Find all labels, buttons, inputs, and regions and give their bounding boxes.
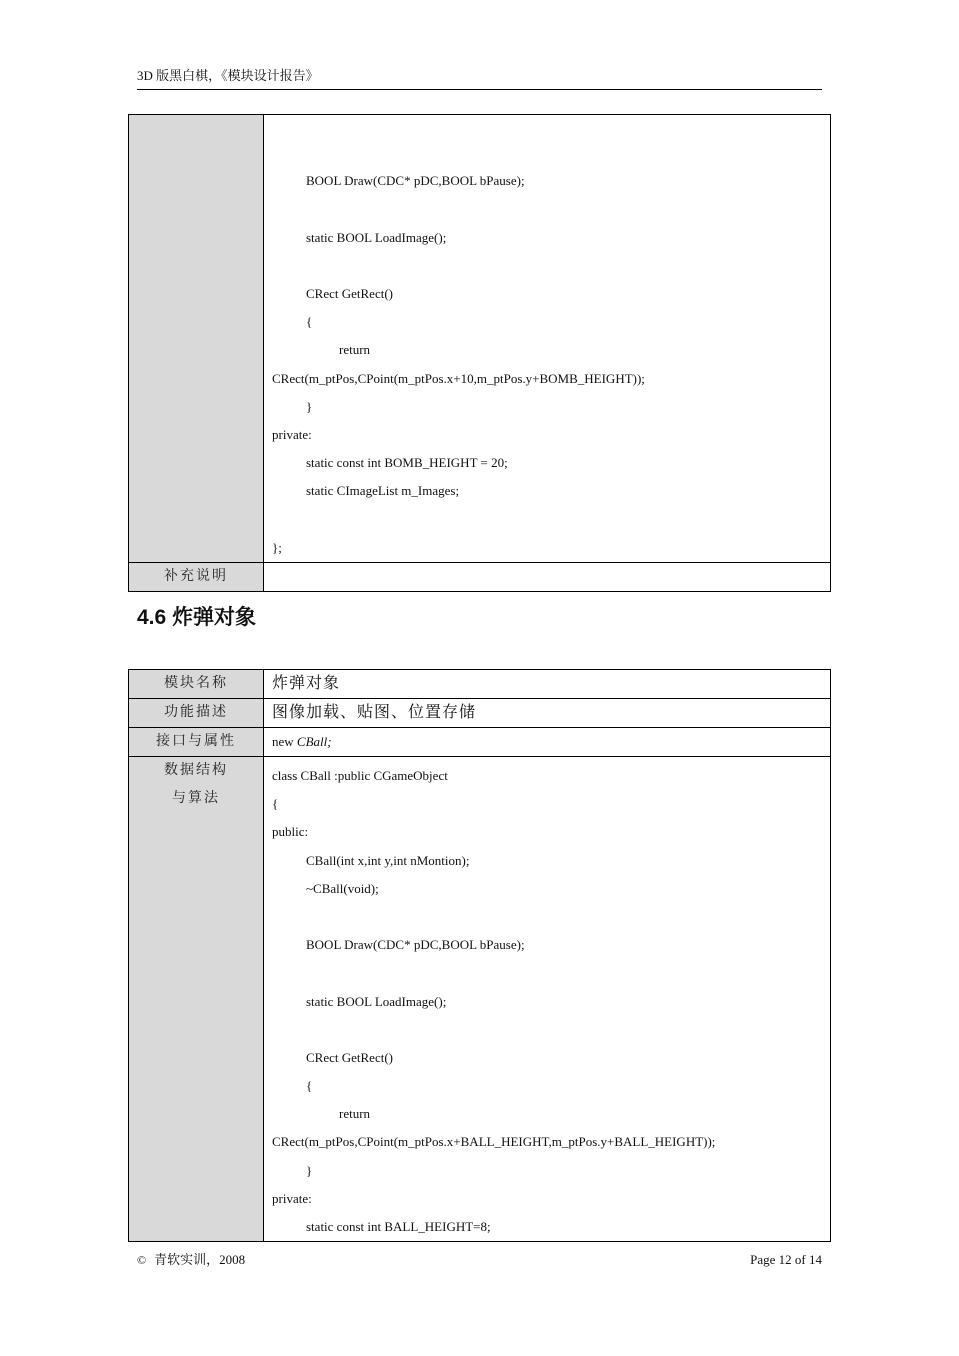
code-line [272, 959, 830, 987]
header-title: 3D 版黑白棋，《模块设计报告》 [137, 68, 319, 83]
code-block [264, 757, 830, 1241]
ds-label-line1: 数据结构 [164, 763, 228, 778]
code-line: static const int BOMB_HEIGHT = 20; [306, 455, 508, 471]
code-line: { [272, 796, 279, 812]
code-line [272, 505, 830, 533]
code-line: { [306, 314, 313, 330]
module-name-value: 炸弹对象 [272, 675, 341, 692]
module-name-label: 模块名称 [164, 676, 228, 691]
code-line: private: [272, 1190, 312, 1206]
interface-label-cell [129, 728, 264, 757]
module-name-value-cell [264, 670, 831, 699]
module-name-label-cell [129, 670, 264, 699]
code-line: static BOOL LoadImage(); [306, 993, 447, 1009]
code-line [272, 1016, 830, 1044]
module-table-bomb [128, 669, 831, 1242]
code-line [272, 139, 830, 167]
code-line [272, 252, 830, 280]
code-line: private: [272, 426, 312, 442]
code-line: CRect GetRect() [306, 1049, 393, 1065]
function-value: 图像加载、贴图、位置存储 [272, 704, 477, 721]
interface-class: CBall; [296, 734, 332, 749]
ds-label-cell [129, 757, 264, 1242]
code-line: public: [272, 824, 309, 840]
footer-copyright [137, 1250, 245, 1270]
code-block [264, 115, 830, 562]
interface-prefix: new [272, 734, 297, 749]
code-line: { [306, 1078, 313, 1094]
code-line: }; [272, 539, 282, 555]
ds-code-cell [264, 757, 831, 1242]
code-line: return [339, 342, 371, 358]
function-label-cell [129, 699, 264, 728]
notes-label-cell [129, 562, 264, 591]
interface-value [264, 728, 830, 756]
label-cell-empty [129, 115, 264, 563]
function-label: 功能描述 [164, 705, 228, 720]
code-line: CRect(m_ptPos,CPoint(m_ptPos.x+10,m_ptPos.y+BOMB_HEIGHT)); [272, 370, 645, 386]
code-line: } [306, 1162, 313, 1178]
copyright-text: 青软实训，2008 [154, 1252, 246, 1267]
notes-label: 补充说明 [164, 568, 228, 584]
code-line: static const int BALL_HEIGHT=8; [306, 1219, 491, 1234]
footer-page-number: Page 12 of 14 [750, 1252, 822, 1267]
function-value-cell [264, 699, 831, 728]
code-line: ~CBall(void); [306, 880, 379, 896]
code-cell [264, 115, 831, 563]
code-line: class CBall :public CGameObject [272, 768, 448, 783]
module-table-continued [128, 114, 831, 592]
code-line: BOOL Draw(CDC* pDC,BOOL bPause); [306, 173, 525, 189]
notes-value-cell [264, 562, 831, 591]
code-line: CRect GetRect() [306, 285, 393, 301]
page-header [137, 66, 822, 90]
section-title: 4.6 炸弹对象 [137, 606, 257, 629]
code-line: } [306, 398, 313, 414]
interface-value-cell [264, 728, 831, 757]
copyright-icon: © [137, 1253, 147, 1267]
ds-label-line2: 与算法 [172, 791, 220, 806]
code-line: BOOL Draw(CDC* pDC,BOOL bPause); [306, 937, 525, 953]
code-line: CRect(m_ptPos,CPoint(m_ptPos.x+BALL_HEIGHT,m_ptPos.y+BALL_HEIGHT)); [272, 1134, 716, 1150]
code-line: static BOOL LoadImage(); [306, 229, 447, 245]
code-line: return [339, 1106, 371, 1122]
code-line [272, 195, 830, 223]
code-line: static CImageList m_Images; [306, 483, 460, 499]
code-line: CBall(int x,int y,int nMontion); [306, 852, 470, 868]
interface-label: 接口与属性 [156, 734, 236, 749]
code-line [272, 903, 830, 931]
